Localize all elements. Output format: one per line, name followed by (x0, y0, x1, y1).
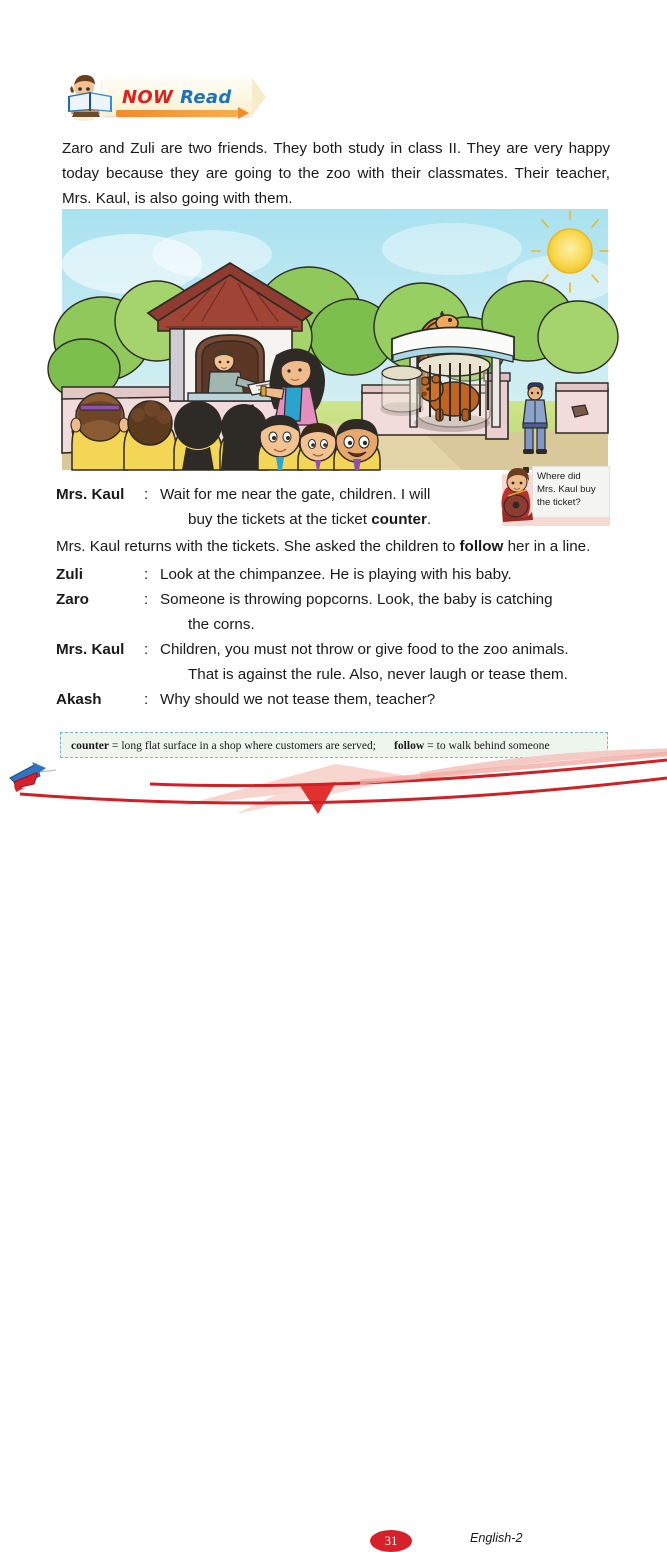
speaker-label: Mrs. Kaul (56, 486, 125, 503)
caged-bear (414, 353, 490, 432)
page-number-badge: 31 (370, 1530, 412, 1552)
boy-with-guitar-icon (496, 466, 540, 522)
speaker-colon: : (144, 566, 149, 583)
dialogue-row-zaro (56, 587, 612, 637)
dialogue-row-akash (56, 687, 612, 712)
dialogue-line-2a: buy the tickets at the ticket (188, 511, 372, 528)
callout-line-2: Mrs. Kaul buy (537, 484, 596, 495)
dialogue-line-1: Children, you must not throw or give food to the zoo animals. (160, 641, 569, 658)
speaker-label: Akash (56, 691, 102, 708)
glossary-term-counter: counter (371, 511, 427, 528)
glossary-term-follow: follow (459, 538, 504, 555)
book-title: English-2 (470, 1531, 523, 1545)
speaker-label: Zaro (56, 591, 89, 608)
callout-line-1: Where did (537, 471, 581, 482)
dialogue-line-2: That is against the rule. Also, never laugh or tease them. (188, 666, 568, 683)
speaker-colon: : (144, 691, 149, 708)
callout-line-3: the ticket? (537, 497, 581, 508)
glossary-definition-2: = to walk behind someone (424, 738, 550, 752)
dialogue-row-zuli (56, 562, 612, 587)
callout-text-box (532, 466, 610, 518)
speaker-label: Mrs. Kaul (56, 641, 125, 658)
speaker-colon: : (144, 486, 149, 503)
intro-paragraph: Zaro and Zuli are two friends. They both study in class II. They are very happy today because they are going to the zoo with their classmates. Their teacher, Mrs. Kaul, is also going with them. (62, 140, 610, 207)
question-callout (496, 466, 612, 528)
dialogue-line-1: Wait for me near the gate, children. I will (160, 486, 431, 503)
banner-now-text: NOW (122, 87, 174, 108)
glossary-text (61, 739, 550, 752)
banner-label (122, 87, 252, 108)
dialogue-text (160, 637, 612, 687)
dialogue-line-2b: . (426, 511, 432, 528)
dialogue-text: Why should we not tease them, teacher? (160, 691, 436, 708)
banner-read-text: Read (180, 87, 232, 108)
glossary-definition-1: = long flat surface in a shop where customers are served; (109, 738, 376, 752)
glossary-word-1: counter (71, 738, 109, 752)
dialogue-line-1: Someone is throwing popcorns. Look, the baby is catching (160, 591, 553, 608)
dialogue-text: Look at the chimpanzee. He is playing with his baby. (160, 566, 512, 583)
boy-reading-book-icon (60, 74, 118, 122)
paper-plane-icon (10, 762, 56, 792)
page-footer (0, 752, 667, 1548)
speaker-label: Zuli (56, 566, 83, 583)
narration-line (56, 534, 612, 559)
narration-part-1: Mrs. Kaul returns with the tickets. She asked the children to (56, 538, 460, 555)
dialogue-line-2: the corns. (188, 616, 255, 633)
speaker-colon: : (144, 591, 149, 608)
dialogue-row-mrs-kaul-2 (56, 637, 612, 687)
speaker-colon: : (144, 641, 149, 658)
zoo-illustration (62, 209, 608, 470)
narration-part-2: her in a line. (503, 538, 591, 555)
now-read-banner (60, 74, 260, 122)
glossary-word-2: follow (393, 738, 425, 752)
banner-orange-bar (116, 110, 238, 117)
dialogue-text (160, 587, 612, 637)
